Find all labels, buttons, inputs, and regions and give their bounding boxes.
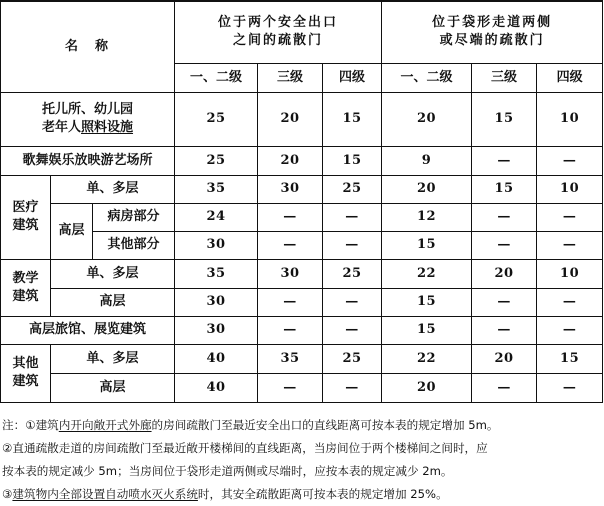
group-label-medical — [1, 175, 51, 259]
row-label-other-high-rise: 高层 — [51, 373, 175, 402]
table-cell: 10 — [537, 259, 603, 288]
group-label-line: 医疗 — [12, 200, 39, 215]
table-cell: 12 — [382, 203, 472, 231]
table-cell: — — [323, 231, 382, 259]
table-cell: 30 — [258, 259, 323, 288]
header-name: 名 称 — [65, 38, 111, 54]
table-row — [1, 288, 603, 316]
table-cell: 35 — [175, 259, 258, 288]
table-cell: — — [537, 231, 603, 259]
group-label-other-buildings — [1, 344, 51, 402]
group-label-education — [1, 259, 51, 316]
group-label-line: 其他 — [12, 356, 39, 371]
table-cell: 20 — [258, 92, 323, 146]
table-cell: 22 — [382, 344, 472, 373]
table-cell: — — [258, 316, 323, 344]
table-cell: 30 — [175, 231, 258, 259]
table-cell: 15 — [323, 92, 382, 146]
table-row — [1, 175, 603, 203]
header-row-groups — [1, 1, 603, 63]
table-cell: 15 — [472, 92, 537, 146]
table-cell: — — [472, 373, 537, 402]
group-label-line: 教学 — [12, 270, 39, 286]
row-label-entertainment: 歌舞娱乐放映游艺场所 — [1, 146, 175, 175]
table-cell: 15 — [323, 146, 382, 175]
group-label-line: 建筑 — [12, 374, 39, 389]
table-cell: — — [537, 288, 603, 316]
table-cell: 30 — [175, 288, 258, 316]
grade-header: 四级 — [323, 63, 382, 92]
table-cell: 35 — [258, 344, 323, 373]
table-cell: 15 — [382, 288, 472, 316]
row-label-medical-other: 其他部分 — [93, 231, 175, 259]
table-cell: 24 — [175, 203, 258, 231]
table-cell: 40 — [175, 373, 258, 402]
table-row — [1, 373, 603, 402]
header-bag-corridor-line1: 位于袋形走道两侧 — [432, 15, 553, 31]
table-cell: — — [537, 146, 603, 175]
table-cell: 20 — [258, 146, 323, 175]
note-1-underlined: 内开向敞开式外廊 — [58, 418, 152, 432]
table-cell: 15 — [537, 344, 603, 373]
table-cell: — — [537, 373, 603, 402]
table-cell: 20 — [472, 344, 537, 373]
table-cell: — — [258, 373, 323, 402]
row-label-kindergarten — [1, 92, 175, 146]
header-between-exits-line1: 位于两个安全出口 — [218, 15, 339, 31]
grade-header: 三级 — [258, 63, 323, 92]
table-cell: 10 — [537, 175, 603, 203]
table-row — [1, 146, 603, 175]
group-label-line: 建筑 — [12, 288, 39, 304]
table-row — [1, 92, 603, 146]
table-cell: — — [258, 288, 323, 316]
table-cell: — — [323, 316, 382, 344]
table-notes — [2, 414, 602, 506]
table-row — [1, 203, 603, 231]
row-label-other-single-multi: 单、多层 — [51, 344, 175, 373]
table-cell: 15 — [382, 231, 472, 259]
table-cell: — — [472, 288, 537, 316]
table-cell: — — [537, 316, 603, 344]
table-cell: 20 — [382, 373, 472, 402]
header-bag-corridor — [382, 1, 603, 63]
table-cell: 40 — [175, 344, 258, 373]
table-cell: 20 — [382, 175, 472, 203]
table-cell: — — [472, 146, 537, 175]
table-cell: 10 — [537, 92, 603, 146]
row-label-medical-single-multi: 单、多层 — [51, 175, 175, 203]
note-3-rest: 时，其安全疏散距离可按本表的规定增加 25%。 — [197, 487, 448, 501]
row-label-prefix: 老年人 — [42, 120, 82, 135]
header-between-exits-line2: 之间的疏散门 — [233, 33, 324, 49]
table-cell: 22 — [382, 259, 472, 288]
row-label-line — [1, 119, 174, 137]
table-cell: 15 — [382, 316, 472, 344]
note-1-rest: 的房间疏散门至最近安全出口的直线距离可按本表的规定增加 5m。 — [151, 418, 499, 432]
table-row — [1, 259, 603, 288]
table-cell: — — [258, 203, 323, 231]
table-cell: — — [472, 203, 537, 231]
note-2-line-2: 按本表的规定减少 5m；当房间位于袋形走道两侧或尽端时，应按本表的规定减少 2m。 — [2, 464, 453, 478]
table-row — [1, 316, 603, 344]
table-cell: 30 — [175, 316, 258, 344]
row-label-hotel: 高层旅馆、展览建筑 — [1, 316, 175, 344]
note-3 — [2, 483, 602, 506]
table-cell: — — [537, 203, 603, 231]
row-label-underlined: 照料设施 — [81, 120, 134, 135]
note-2-line-1: ②直通疏散走道的房间疏散门至最近敞开楼梯间的直线距离，当房间位于两个楼梯间之间时，应 — [2, 441, 488, 455]
grade-header: 四级 — [537, 63, 603, 92]
table-cell: — — [258, 231, 323, 259]
row-label-education-single-multi: 单、多层 — [51, 259, 175, 288]
table-cell: — — [323, 288, 382, 316]
header-name-cell — [1, 1, 175, 92]
table-cell: 25 — [175, 92, 258, 146]
grade-header: 一、二级 — [175, 63, 258, 92]
row-label-education-high-rise: 高层 — [51, 288, 175, 316]
table-cell: 25 — [323, 344, 382, 373]
note-3-underlined: 建筑物内全部设置自动喷水灭火系统 — [12, 487, 198, 501]
note-3-prefix: ③ — [2, 487, 13, 501]
table-cell: — — [472, 231, 537, 259]
table-cell: — — [323, 203, 382, 231]
table-cell: 25 — [175, 146, 258, 175]
table-cell: 20 — [472, 259, 537, 288]
row-label-medical-ward: 病房部分 — [93, 203, 175, 231]
table-row — [1, 344, 603, 373]
table-cell: 35 — [175, 175, 258, 203]
table-cell: 9 — [382, 146, 472, 175]
table-cell: — — [323, 373, 382, 402]
table-cell: 20 — [382, 92, 472, 146]
header-between-exits — [175, 1, 382, 63]
table-cell: — — [472, 316, 537, 344]
grade-header: 一、二级 — [382, 63, 472, 92]
table-cell: 25 — [323, 259, 382, 288]
table-cell: 30 — [258, 175, 323, 203]
note-1 — [2, 414, 602, 437]
note-1-prefix: 注：①建筑 — [2, 418, 59, 432]
table-cell: 25 — [323, 175, 382, 203]
row-label-line: 托儿所、幼儿园 — [42, 102, 134, 117]
table-cell: 15 — [472, 175, 537, 203]
row-label-medical-high-rise: 高层 — [51, 203, 93, 259]
grade-header: 三级 — [472, 63, 537, 92]
header-bag-corridor-line2: 或尽端的疏散门 — [439, 33, 545, 49]
group-label-line: 建筑 — [12, 218, 39, 233]
